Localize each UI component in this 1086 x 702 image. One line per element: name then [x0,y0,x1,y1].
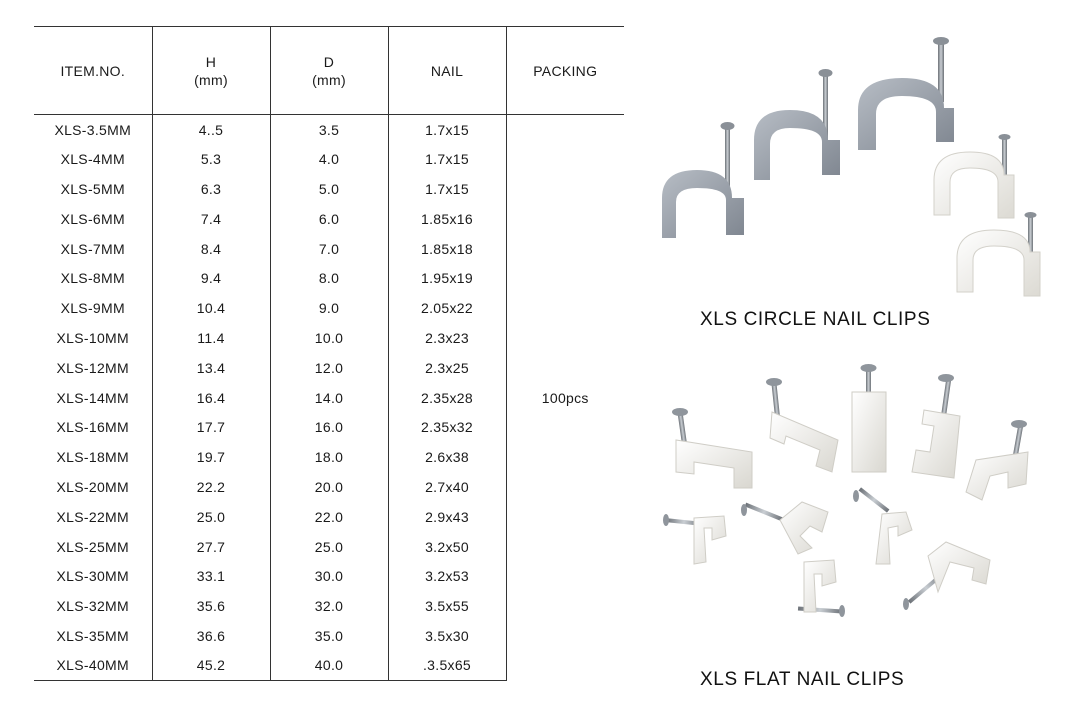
item-no-cell: XLS-40MM [34,651,152,681]
nail-cell: 2.05x22 [388,293,506,323]
h-cell: 13.4 [152,353,270,383]
header-unit: (mm) [312,71,346,88]
spec-table [34,26,624,681]
item-no-cell: XLS-16MM [56,419,129,436]
h-cell: 5.3 [152,144,270,174]
nail-cell: 2.9x43 [388,502,506,532]
d-cell: 9.0 [270,293,388,323]
d-cell: 25.0 [270,532,388,562]
nail-cell: 1.7x15 [388,174,506,204]
d-cell: 20.0 [270,472,388,502]
h-cell: 6.3 [152,174,270,204]
nail-cell: 2.6x38 [388,442,506,472]
item-no-cell: XLS-3.5MM [54,121,132,138]
d-cell: 18.0 [270,442,388,472]
item-no-cell: XLS-32MM [56,598,129,615]
flat-clip-3 [852,364,886,472]
h-cell: 33.1 [152,561,270,591]
header-unit: (mm) [194,71,228,88]
flat-clip-6 [663,514,726,564]
circle-nail-clips-photo [652,30,1062,310]
d-cell: 4.0 [270,144,388,174]
flat-clip-8 [853,487,912,564]
nail-cell: 1.85x16 [388,204,506,234]
flat-clip-5 [966,420,1028,500]
h-cell: 27.7 [152,532,270,562]
item-no-cell: XLS-7MM [60,240,125,257]
item-no-cell: XLS-5MM [60,180,125,197]
d-cell: 40.0 [270,651,388,681]
flat-clip-1 [672,408,752,488]
h-cell: 9.4 [152,263,270,293]
d-cell: 14.0 [270,383,388,413]
nail-cell: 3.2x50 [388,532,506,562]
packing-cell: 100pcs [506,115,624,681]
grey-clip-medium [754,69,840,180]
h-cell: 22.2 [152,472,270,502]
header-label: NAIL [430,62,464,79]
circle-clips-caption: XLS CIRCLE NAIL CLIPS [700,309,931,330]
nail-cell: 1.95x19 [388,263,506,293]
item-no-cell: XLS-10MM [56,329,129,346]
nail-cell: 3.2x53 [388,561,506,591]
header-d [270,27,388,115]
h-cell: 11.4 [152,323,270,353]
flat-clip-4 [912,374,960,478]
item-no-cell: XLS-4MM [60,151,125,168]
header-label: H [205,53,217,70]
grey-clip-small [662,122,744,238]
item-no-cell: XLS-9MM [60,300,125,317]
item-no-cell: XLS-35MM [56,627,129,644]
h-cell: 7.4 [152,204,270,234]
item-no-cell: XLS-30MM [56,568,129,585]
d-cell: 30.0 [270,561,388,591]
d-cell: 3.5 [270,115,388,145]
h-cell: 17.7 [152,412,270,442]
header-row [34,27,624,115]
nail-cell: .3.5x65 [388,651,506,681]
d-cell: 7.0 [270,234,388,264]
h-cell: 16.4 [152,383,270,413]
nail-cell: 2.3x25 [388,353,506,383]
flat-clip-9 [798,560,845,617]
nail-cell: 3.5x30 [388,621,506,651]
flat-clips-caption: XLS FLAT NAIL CLIPS [700,669,905,690]
d-cell: 12.0 [270,353,388,383]
nail-cell: 2.35x32 [388,412,506,442]
spec-table-body [34,115,624,681]
nail-cell: 1.85x18 [388,234,506,264]
h-cell: 8.4 [152,234,270,264]
item-no-cell: XLS-8MM [60,270,125,287]
h-cell: 45.2 [152,651,270,681]
item-no-cell: XLS-14MM [56,389,129,406]
header-label: PACKING [533,62,598,79]
item-no-cell: XLS-6MM [60,210,125,227]
item-no-cell: XLS-12MM [56,359,129,376]
h-cell: 36.6 [152,621,270,651]
d-cell: 8.0 [270,263,388,293]
h-cell: 25.0 [152,502,270,532]
white-clip-upper [934,134,1014,218]
d-cell: 22.0 [270,502,388,532]
item-no-cell: XLS-20MM [56,478,129,495]
header-packing [506,27,624,115]
h-cell: 35.6 [152,591,270,621]
nail-cell: 3.5x55 [388,591,506,621]
nail-cell: 1.7x15 [388,144,506,174]
d-cell: 10.0 [270,323,388,353]
h-cell: 4..5 [152,115,270,145]
d-cell: 35.0 [270,621,388,651]
d-cell: 6.0 [270,204,388,234]
grey-clip-large [858,37,954,150]
d-cell: 16.0 [270,412,388,442]
header-nail [388,27,506,115]
item-no-cell: XLS-18MM [56,449,129,466]
nail-cell: 2.7x40 [388,472,506,502]
d-cell: 32.0 [270,591,388,621]
nail-cell: 2.35x28 [388,383,506,413]
header-label: ITEM.NO. [60,62,126,79]
flat-clip-7 [741,502,828,554]
flat-nail-clips-photo [660,360,1050,630]
h-cell: 19.7 [152,442,270,472]
item-no-cell: XLS-22MM [56,508,129,525]
nail-cell: 1.7x15 [388,115,506,145]
spec-table-header [34,27,624,115]
d-cell: 5.0 [270,174,388,204]
h-cell: 10.4 [152,293,270,323]
item-no-cell: XLS-25MM [56,538,129,555]
header-item-no [34,27,152,115]
table-row [34,115,624,145]
flat-clip-10 [903,542,990,610]
header-h [152,27,270,115]
flat-clip-2 [766,378,838,472]
white-clip-lower [957,212,1040,296]
nail-cell: 2.3x23 [388,323,506,353]
header-label: D [323,53,335,70]
